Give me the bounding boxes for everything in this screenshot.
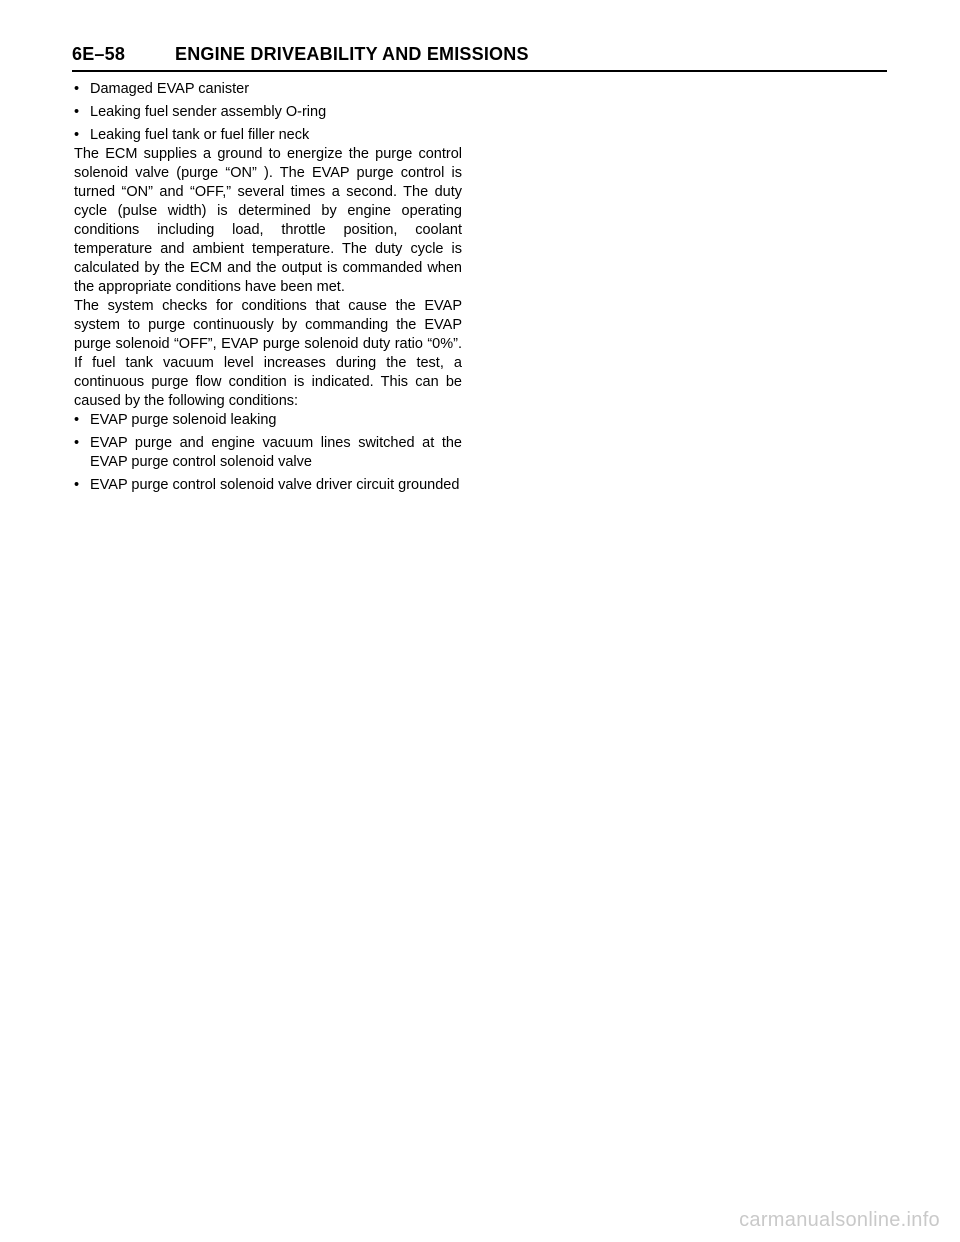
list-item	[74, 434, 462, 472]
body-content	[74, 80, 462, 499]
cause-list-1	[74, 80, 462, 145]
list-item	[74, 476, 462, 495]
list-item-text: Leaking fuel tank or fuel filler neck	[90, 127, 310, 143]
watermark: carmanualsonline.info	[739, 1209, 940, 1231]
bullet-icon: •	[74, 81, 80, 97]
page-number: 6E–58	[72, 44, 126, 64]
bullet-icon: •	[74, 477, 80, 493]
list-item	[74, 126, 462, 145]
section-title: ENGINE DRIVEABILITY AND EMISSIONS	[175, 44, 529, 64]
bullet-icon: •	[74, 104, 80, 120]
page-header	[72, 44, 887, 72]
bullet-icon: •	[74, 127, 80, 143]
bullet-icon: •	[74, 412, 80, 428]
cause-list-2	[74, 411, 462, 495]
paragraph-ecm-purge: The ECM supplies a ground to energize the purge control solenoid valve (purge “ON” ). The EVAP purge control is turned “ON” and “OFF,” several times a second. The duty cycle (pulse width) is determined by engine operating conditions including load, throttle position, coolant temperature and ambient temperature. The duty cycle is calculated by the ECM and the output is commanded when the appropriate conditions have been met.	[74, 146, 462, 295]
list-item	[74, 103, 462, 122]
list-item-text: EVAP purge and engine vacuum lines switched at the EVAP purge control solenoid valve	[90, 435, 462, 470]
list-item-text: Leaking fuel sender assembly O-ring	[90, 104, 327, 120]
paragraph-system-check: The system checks for conditions that cause the EVAP system to purge continuously by commanding the EVAP purge solenoid “OFF”, EVAP purge solenoid duty ratio “0%”. If fuel tank vacuum level increases during the test, a continuous purge flow condition is indicated. This can be caused by the following conditions:	[74, 298, 462, 409]
list-item-text: Damaged EVAP canister	[90, 81, 250, 97]
list-item	[74, 411, 462, 430]
list-item-text: EVAP purge solenoid leaking	[90, 412, 277, 428]
list-item-text: EVAP purge control solenoid valve driver circuit grounded	[90, 477, 460, 493]
bullet-icon: •	[74, 435, 80, 451]
list-item	[74, 80, 462, 99]
